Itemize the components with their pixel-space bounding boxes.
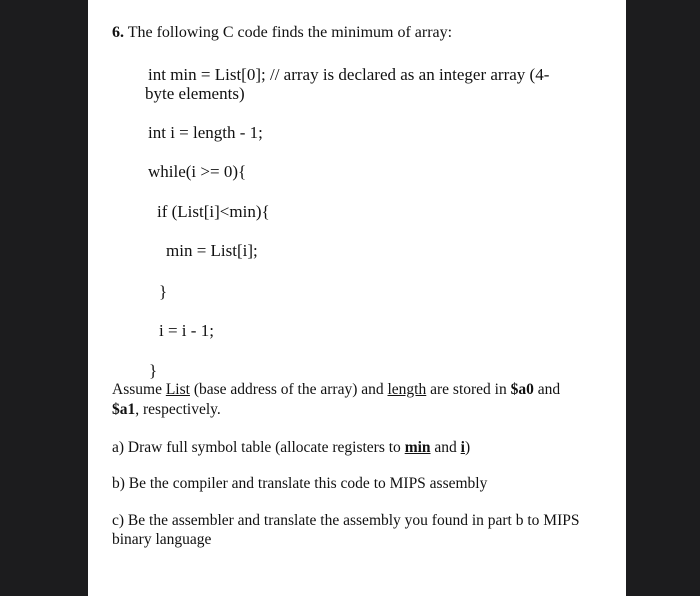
assume-line-2 bbox=[112, 402, 221, 418]
code-line-4: if (List[i]<min){ bbox=[157, 202, 270, 221]
min-term: min bbox=[404, 439, 431, 456]
code-line-2: int i = length - 1; bbox=[148, 123, 263, 142]
document-page bbox=[88, 0, 626, 596]
list-term: List bbox=[165, 381, 190, 398]
register-a1: $a1 bbox=[112, 401, 136, 418]
code-line-3: while(i >= 0){ bbox=[148, 162, 247, 181]
part-a-text: and bbox=[430, 439, 461, 456]
part-a bbox=[112, 440, 470, 456]
code-line-5: min = List[i]; bbox=[166, 241, 258, 260]
question-number: 6. bbox=[112, 24, 124, 41]
code-line-7: i = i - 1; bbox=[159, 321, 214, 340]
assume-text: Assume bbox=[112, 381, 166, 398]
assume-text: (base address of the array) and bbox=[189, 381, 388, 398]
code-line-6: } bbox=[159, 282, 168, 301]
code-line-1b: byte elements) bbox=[145, 84, 245, 103]
part-a-text: ) bbox=[464, 439, 471, 456]
assume-text: , respectively. bbox=[135, 401, 221, 418]
part-c-line-2: binary language bbox=[112, 531, 212, 548]
assume-line-1 bbox=[112, 382, 560, 398]
length-term: length bbox=[387, 381, 427, 398]
part-a-text: a) Draw full symbol table (allocate registers to bbox=[112, 439, 405, 456]
assume-text: are stored in bbox=[426, 381, 511, 398]
code-line-1a: int min = List[0]; // array is declared as an integer array (4- bbox=[148, 65, 550, 84]
part-b: b) Be the compiler and translate this code to MIPS assembly bbox=[112, 475, 488, 492]
question-intro: The following C code finds the minimum of array: bbox=[127, 24, 453, 41]
question-heading bbox=[112, 25, 452, 41]
part-c-line-1: c) Be the assembler and translate the assembly you found in part b to MIPS bbox=[112, 512, 580, 529]
code-line-8: } bbox=[149, 361, 158, 380]
i-term: i bbox=[460, 439, 465, 456]
register-a0: $a0 bbox=[510, 381, 534, 398]
assume-text: and bbox=[533, 381, 561, 398]
